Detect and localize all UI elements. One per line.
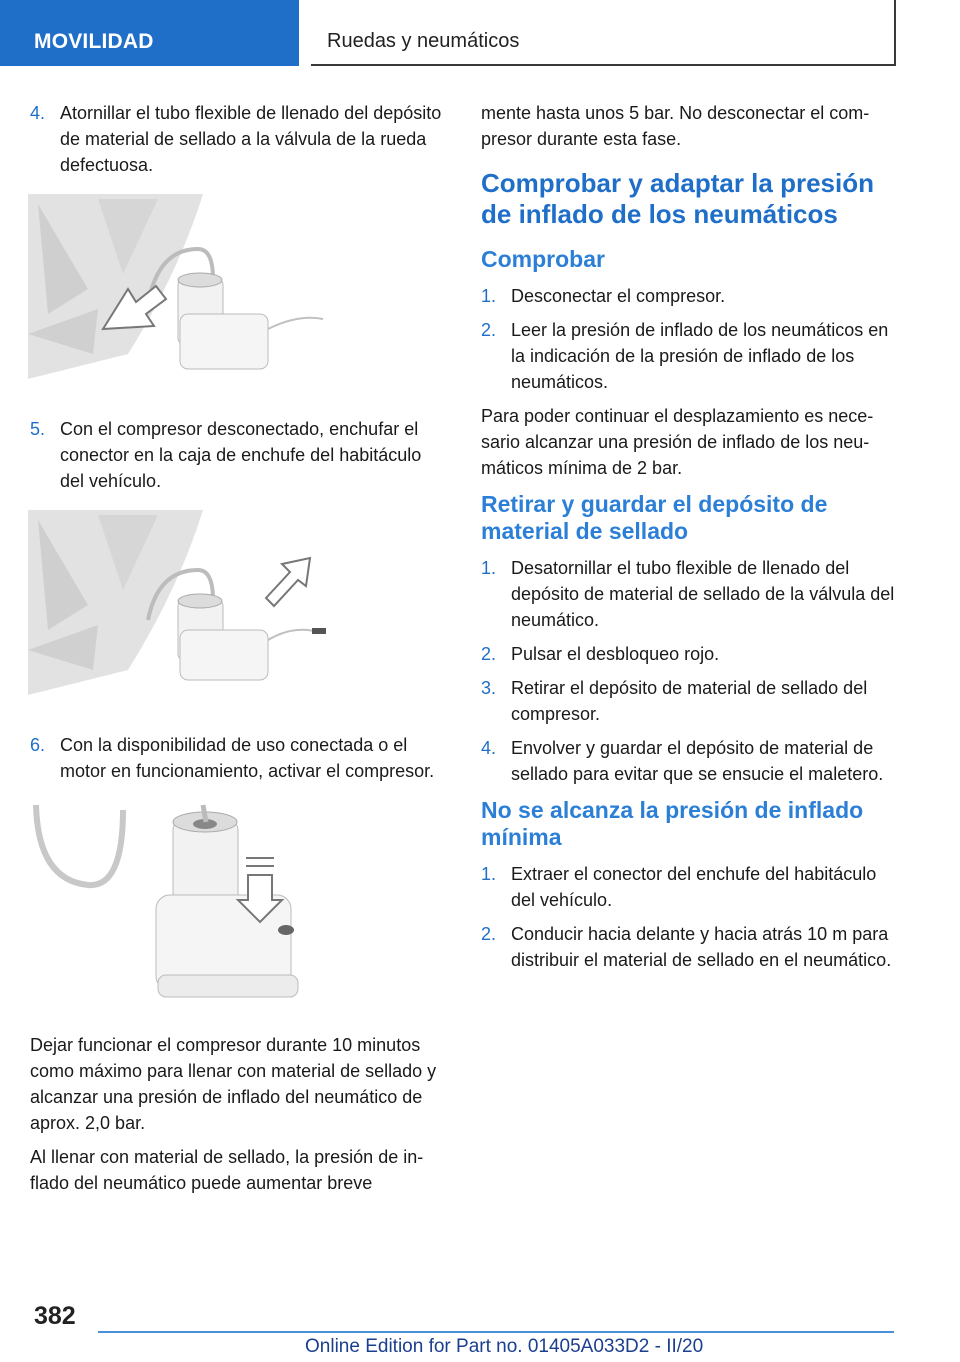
right-column — [481, 100, 901, 981]
paragraph-pressure-rise: Al llenar con material de sellado, la presión de inflado del neumático puede aumentar breve — [30, 1147, 424, 1193]
remove-step — [481, 641, 901, 667]
step-text: Con la disponibilidad de uso conectada o el motor en funcionamiento, activar el compresor. — [60, 735, 435, 781]
remove-step — [481, 675, 901, 727]
step-number: 2. — [481, 320, 497, 340]
page-number: 382 — [34, 1302, 76, 1330]
step-text: Leer la presión de inflado de los neumáticos en la indicación de la presión de inflado de los neumáticos. — [511, 320, 889, 392]
step-4 — [30, 100, 450, 178]
min-step — [481, 921, 901, 973]
left-column — [30, 100, 450, 1204]
footer-divider — [98, 1331, 894, 1333]
subheading-min-not-reached: No se alcanza la presión de inflado mínima — [481, 797, 864, 850]
check-step — [481, 283, 901, 309]
illustration-plug-connection — [28, 510, 328, 710]
step-6 — [30, 732, 450, 784]
step-number: 3. — [481, 678, 497, 698]
remove-step — [481, 555, 901, 633]
header-chapter-title: Ruedas y neumáticos — [327, 30, 520, 52]
step-number: 5. — [30, 419, 46, 439]
step-number: 4. — [481, 738, 497, 758]
paragraph-min-pressure: Para poder continuar el desplazamiento es necesario alcanzar una presión de inflado de los neumáticos mínima de 2 bar. — [481, 406, 874, 478]
step-number: 1. — [481, 864, 497, 884]
step-number: 4. — [30, 103, 46, 123]
header-chapter-box — [311, 0, 896, 66]
header-section-title: MOVILIDAD — [34, 30, 154, 53]
step-text: Pulsar el desbloqueo rojo. — [511, 644, 720, 664]
step-number: 1. — [481, 286, 497, 306]
step-5 — [30, 416, 450, 494]
check-step — [481, 317, 901, 395]
step-text: Envolver y guardar el depósito de material de sellado para evitar que se ensucie el maletero. — [511, 738, 884, 784]
subheading-check: Comprobar — [481, 246, 605, 272]
step-text: Retirar el depósito de material de sellado del compresor. — [511, 678, 868, 724]
illustration-valve-connection — [28, 194, 328, 394]
step-number: 1. — [481, 558, 497, 578]
step-number: 2. — [481, 924, 497, 944]
remove-step — [481, 735, 901, 787]
paragraph-pressure-continued: mente hasta unos 5 bar. No desconectar el compresor durante esta fase. — [481, 103, 870, 149]
footer-edition: Online Edition for Part no. 01405A033D2 - II/20 — [305, 1336, 704, 1357]
subheading-remove-store: Retirar y guardar el depósito de material de sellado — [481, 491, 828, 544]
step-text: Conducir hacia delante y hacia atrás 10 m para distribuir el material de sellado en el neumático. — [511, 924, 892, 970]
illustration-compressor-switch — [28, 800, 328, 1010]
header-section-tab — [0, 0, 299, 66]
step-text: Atornillar el tubo flexible de llenado del depósito de material de sellado a la válvula de la rueda defectuosa. — [60, 103, 442, 175]
section-heading-check-pressure: Comprobar y adaptar la presión de inflado de los neumáticos — [481, 168, 874, 229]
step-text: Desconectar el compresor. — [511, 286, 726, 306]
step-number: 2. — [481, 644, 497, 664]
step-text: Con el compresor desconectado, enchufar el conector en la caja de enchufe del habitáculo del vehículo. — [60, 419, 422, 491]
paragraph-run-compressor: Dejar funcionar el compresor durante 10 minutos como máximo para llenar con material de sellado y alcanzar una presión de inflado del neumático de aprox. 2,0 bar. — [30, 1035, 437, 1133]
step-text: Extraer el conector del enchufe del habitáculo del vehículo. — [511, 864, 877, 910]
step-text: Desatornillar el tubo flexible de llenado del depósito de material de sellado de la válvula del neumático. — [511, 558, 895, 630]
step-number: 6. — [30, 735, 46, 755]
min-step — [481, 861, 901, 913]
